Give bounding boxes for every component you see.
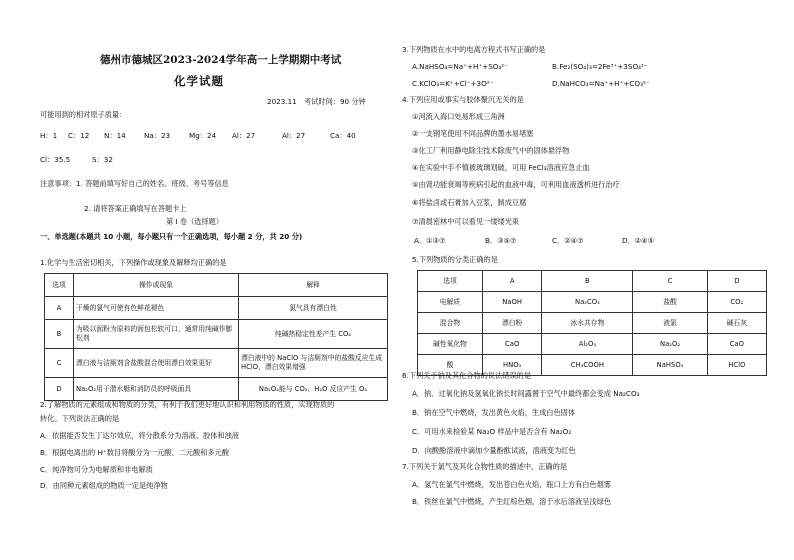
q4-item: ④在实验中手不慎被玻璃划破，可用 FeCl₃溶液应急止血 [412, 163, 590, 172]
table-header-cell: C [633, 271, 707, 292]
table-cell: 漂白液中的 NaClO 与洁厕剂中的盐酸反应生成 HClO，漂白效果增强 [239, 349, 388, 378]
notice-item-2: 2. 请将答案正确填写在答题卡上 [84, 204, 187, 213]
q7-stem: 7.下列关于氯气及其化合物性质的描述中，正确的是 [402, 462, 567, 471]
section-heading: 一、单选题(本题共 10 小题，每小题只有一个正确选项，每小题 2 分，共 20 分) [40, 232, 303, 241]
table-cell: CaO [707, 334, 766, 355]
atomic-mass-item: Al：27 [232, 131, 256, 140]
table-cell: 漂白粉 [483, 313, 542, 334]
table-cell: Na₂O₂ [633, 334, 707, 355]
table-row [45, 320, 388, 349]
q6-option-a: A．钠、过氧化钠及氢氧化钠长时间露置于空气中最终都会变成 Na₂CO₃ [412, 389, 640, 398]
atomic-mass-item: Ca：40 [330, 131, 356, 140]
table-header-cell: 选项 [45, 274, 74, 297]
table-cell: 酸 [418, 355, 483, 376]
table-cell: 混合物 [418, 313, 483, 334]
table-row [45, 378, 388, 401]
q4-item: ⑦清晨密林中可以看见一缕缕光束 [412, 217, 520, 226]
table-header-cell: 解释 [239, 274, 388, 297]
table-cell: Na₂O₂用于潜水艇和消防员的呼吸面具 [74, 378, 239, 401]
table-cell: CaO [483, 334, 542, 355]
q2-option-d: D．由同种元素组成的物质一定是纯净物 [40, 481, 168, 490]
q3-stem: 3.下列物质在水中的电离方程式书写正确的是 [402, 45, 546, 54]
table-cell: 碱性氧化物 [418, 334, 483, 355]
table-cell: 碱石灰 [707, 313, 766, 334]
table-cell: CH₃COOH [542, 355, 633, 376]
table-cell: 漂白液与洁厕剂含盐酸混合使用漂白效果更好 [74, 349, 239, 378]
atomic-mass-item: H：1 [40, 131, 58, 140]
q3-option-a: A.NaHSO₄=Na⁺+H⁺+SO₄²⁻ [412, 62, 508, 71]
table-cell: NaOH [483, 292, 542, 313]
q2-option-b: B．根据电离出的 H⁺数目将酸分为一元酸、二元酸和多元酸 [40, 448, 229, 457]
table-row [45, 349, 388, 378]
atomic-mass-item: C：12 [68, 131, 90, 140]
q7-option-a: A．氢气在氯气中燃烧，发出苍白色火焰，瓶口上方有白色烟雾 [412, 480, 611, 489]
q4-item: ⑥将盐卤或石膏加入豆浆，制成豆腐 [412, 198, 527, 207]
table-cell: CO₂ [707, 292, 766, 313]
table-header-cell: A [483, 271, 542, 292]
table-row [418, 334, 767, 355]
table-cell: 纯碱热稳定性差产生 CO₂ [239, 320, 388, 349]
q6-stem: 6.下列关于钠及其化合物的说法错误的是 [402, 371, 532, 380]
atomic-mass-item: N：14 [104, 131, 126, 140]
q2-option-a: A．依据能否发生丁达尔效应，将分散系分为溶液、胶体和浊液 [40, 431, 239, 440]
atomic-mass-item: S：32 [92, 155, 113, 164]
q4-item: ⑤由肾功能衰竭等疾病引起的血液中毒，可利用血液透析进行治疗 [412, 180, 620, 189]
q2-stem-line-2: 转化。下列说法正确的是 [40, 414, 120, 423]
q4-option-d: D．②④⑤ [622, 236, 655, 245]
q2-option-c: C．纯净物可分为电解质和非电解质 [40, 465, 153, 474]
table-cell: 干燥的氯气可使有色鲜花褪色 [74, 297, 239, 320]
table-cell: 电解质 [418, 292, 483, 313]
q6-option-c: C．可用水来检验某 Na₂O 样品中是否含有 Na₂O₂ [412, 427, 572, 436]
table-cell: NaHSO₄ [633, 355, 707, 376]
table-header-cell: B [542, 271, 633, 292]
table-cell: 为吸以面粉为原料的面包松软可口，通常用纯碱作膨松剂 [74, 320, 239, 349]
notice-item-1: 注意事项：1. 答题前填写好自己的姓名、班级、考号等信息 [40, 179, 229, 188]
table-cell: A [45, 297, 74, 320]
q1-stem: 1.化学与生活密切相关，下列操作或现象及解释均正确的是 [40, 258, 227, 267]
table-cell: HNO₃ [483, 355, 542, 376]
q4-option-b: B．③⑤⑦ [485, 236, 517, 245]
q7-option-b: B．铁丝在氯气中燃烧，产生红棕色烟，溶于水后溶液呈浅绿色 [412, 497, 611, 506]
q4-item: ③化工厂利用静电除尘技术除废气中的固体悬浮物 [412, 146, 570, 155]
part-heading: 第 I 卷（选择题） [166, 217, 224, 226]
exam-date: 2023.11 [267, 97, 297, 106]
table-cell: 液氯 [633, 313, 707, 334]
table-cell: C [45, 349, 74, 378]
table-cell: D [45, 378, 74, 401]
table-header-cell: 选项 [418, 271, 483, 292]
atomic-mass-item: Na：23 [144, 131, 171, 140]
exam-title: 德州市德城区2023-2024学年高一上学期期中考试 [100, 54, 342, 66]
q1-table [44, 273, 388, 401]
table-cell: B [45, 320, 74, 349]
q5-table [417, 270, 767, 376]
q3-option-c: C.KClO₃=K⁺+Cl⁻+3O²⁻ [412, 79, 494, 88]
q6-option-d: D．向酸酚溶液中滴加少量酚酞试液，溶液变为红色 [412, 446, 576, 455]
table-cell: HClO [707, 355, 766, 376]
q4-option-c: C．②④⑦ [552, 236, 584, 245]
table-cell: Na₂O₂能与 CO₂、H₂O 反应产生 O₂ [239, 378, 388, 401]
table-header-cell: 操作或现象 [74, 274, 239, 297]
q2-stem-line-1: 2.了解物质的元素组成和物质的分类，有利于我们更好地认识和利用物质的性质，实现物质的 [40, 400, 335, 409]
atomic-mass-label: 可能用到的相对原子质量： [40, 110, 127, 119]
q4-item: ①河流入海口处易形成三角洲 [412, 112, 505, 121]
table-cell: 氯气具有漂白性 [239, 297, 388, 320]
table-cell: 冰水共存物 [542, 313, 633, 334]
table-header-row [418, 271, 767, 292]
q5-stem: 5.下列物质的分类正确的是 [412, 255, 498, 264]
table-row [418, 292, 767, 313]
atomic-mass-item: Cl：35.5 [40, 155, 71, 164]
q3-option-b: B.Fe₂(SO₄)₃=2Fe³⁺+3SO₄²⁻ [552, 62, 648, 71]
exam-time: 考试时间：90 分钟 [304, 97, 366, 106]
q4-option-a: A．①③⑦ [414, 236, 446, 245]
q4-stem: 4.下列应用或事实与胶体聚沉无关的是 [402, 95, 524, 104]
table-cell: 盐酸 [633, 292, 707, 313]
atomic-mass-item: Mg：24 [189, 131, 217, 140]
q6-option-b: B．钠在空气中燃烧，发出黄色火焰，生成白色固体 [412, 408, 576, 417]
q3-option-d: D.NaHCO₃=Na⁺+H⁺+CO₃²⁻ [552, 79, 650, 88]
table-row [45, 297, 388, 320]
q4-item: ②一支钢笔使用不同品牌的墨水易堵塞 [412, 129, 534, 138]
exam-subtitle: 化学试题 [174, 74, 224, 88]
table-header-row [45, 274, 388, 297]
table-cell: Na₂CO₃ [542, 292, 633, 313]
table-header-cell: D [707, 271, 766, 292]
atomic-mass-item: Al：27 [282, 131, 306, 140]
table-cell: Al₂O₃ [542, 334, 633, 355]
table-row [418, 313, 767, 334]
